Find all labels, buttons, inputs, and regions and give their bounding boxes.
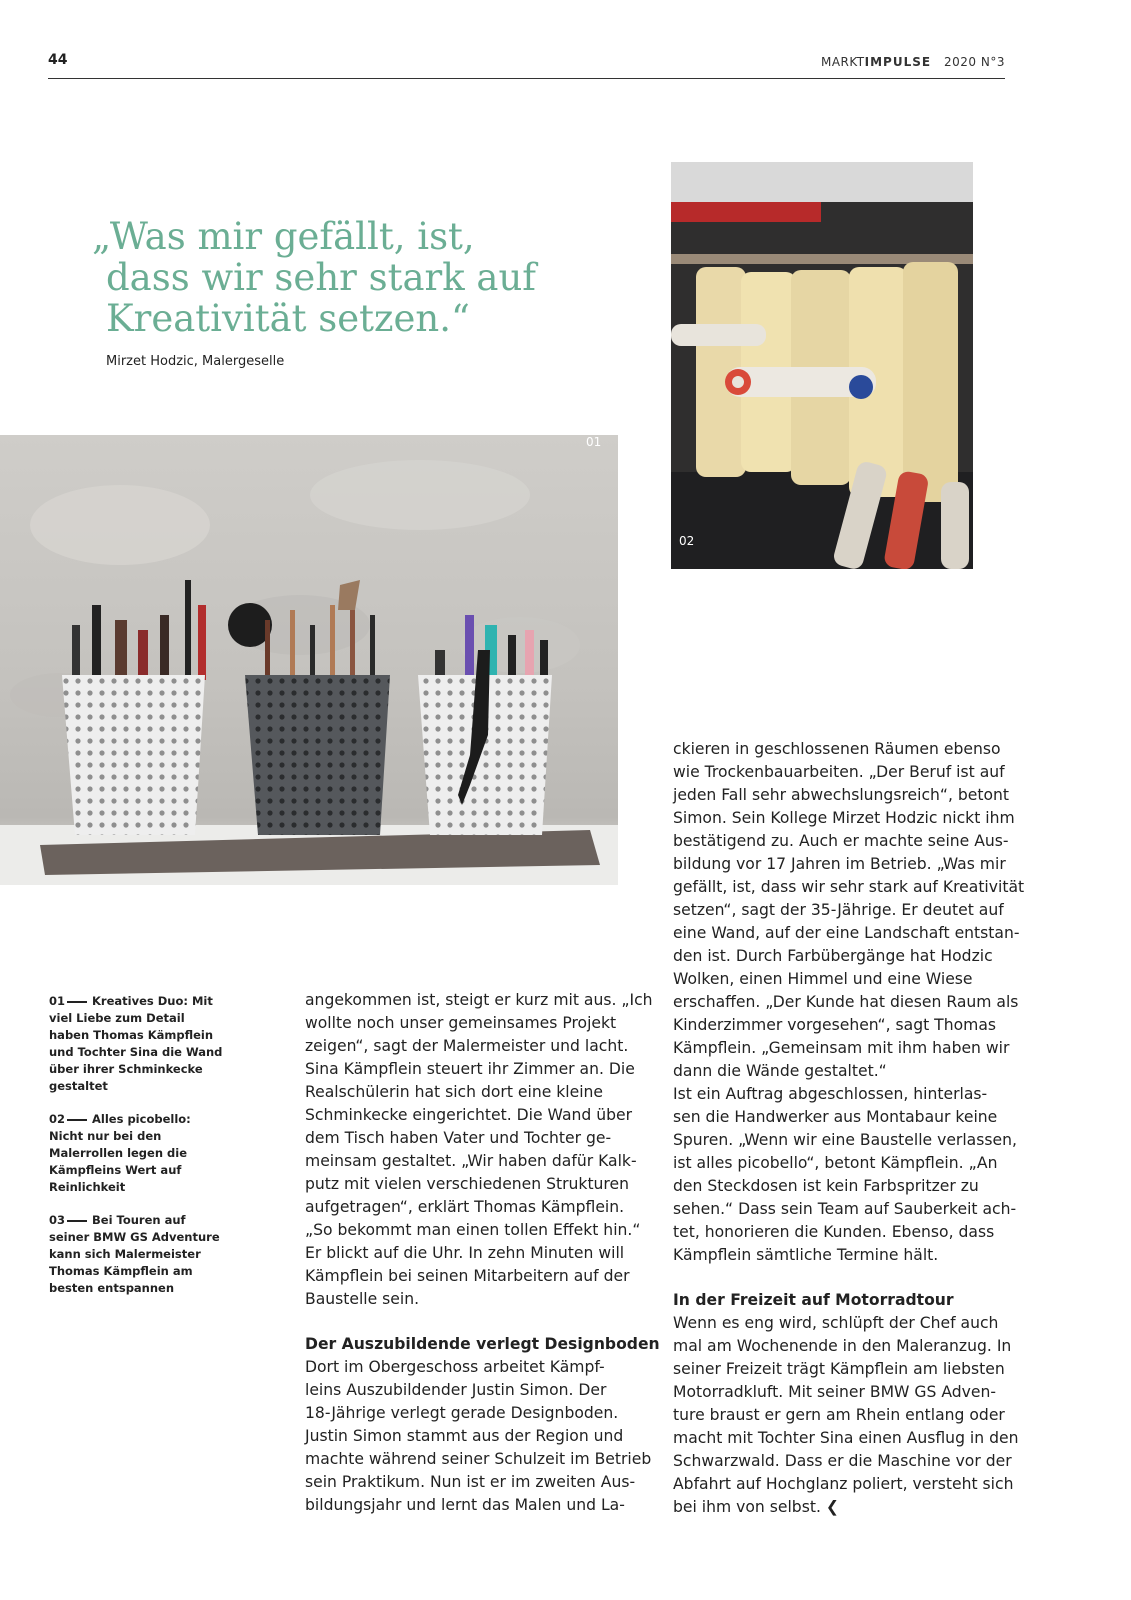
caption-text: Kreatives Duo: Mit viel Liebe zum Detail haben Thomas Kämpflein und Tochter Sina die Wand über ihrer Schminkecke gestaltet — [49, 994, 223, 1093]
caption-number: 01 — [49, 994, 66, 1008]
text-line: Spuren. „Wenn wir eine Baustelle verlassen, — [673, 1131, 1017, 1149]
issue-label: 2020 N°3 — [944, 55, 1005, 69]
text-line: bildungsjahr und lernt das Malen und La- — [305, 1496, 625, 1514]
text-line: Baustelle sein. — [305, 1290, 420, 1308]
text-line: machte während seiner Schulzeit im Betrieb — [305, 1450, 652, 1468]
caption-text: Bei Touren auf seiner BMW GS Adventure kann sich Malermeister Thomas Kämpflein am besten entspannen — [49, 1213, 220, 1295]
text-line: ckieren in geschlossenen Räumen ebenso — [673, 740, 1001, 758]
paragraph — [673, 738, 1033, 1083]
text-line: wie Trockenbauarbeiten. „Der Beruf ist auf — [673, 763, 1005, 781]
text-line: dann die Wände gestaltet.“ — [673, 1062, 887, 1080]
text-line: ture braust er gern am Rhein entlang oder — [673, 1406, 1005, 1424]
quote-author: Mirzet Hodzic, Malergeselle — [106, 354, 285, 369]
text-line: aufgetragen“, erklärt Thomas Kämpflein. — [305, 1198, 625, 1216]
text-line: Realschülerin hat sich dort eine kleine — [305, 1083, 604, 1101]
caption-dash — [67, 1001, 87, 1003]
text-line: dem Tisch haben Vater und Tochter ge- — [305, 1129, 612, 1147]
paragraph — [673, 1312, 1033, 1519]
text-line: Justin Simon stammt aus der Region und — [305, 1427, 624, 1445]
pull-quote — [92, 216, 612, 339]
text-line: leins Auszubildender Justin Simon. Der — [305, 1381, 607, 1399]
text-line: Ist ein Auftrag abgeschlossen, hinterlas- — [673, 1085, 988, 1103]
text-line: Motorradkluft. Mit seiner BMW GS Adven- — [673, 1383, 996, 1401]
quote-line: „Was mir gefällt, ist, — [92, 215, 475, 258]
quote-line: Kreativität setzen.“ — [106, 297, 470, 340]
text-line: „So bekommt man einen tollen Effekt hin.“ — [305, 1221, 641, 1239]
article-column-3 — [673, 738, 1033, 1519]
text-line: jeden Fall sehr abwechslungsreich“, betont — [673, 786, 1010, 804]
text-line: bildung vor 17 Jahren im Betrieb. „Was mir — [673, 855, 1006, 873]
text-line: meinsam gestaltet. „Wir haben dafür Kalk- — [305, 1152, 637, 1170]
text-line: Er blickt auf die Uhr. In zehn Minuten will — [305, 1244, 625, 1262]
text-line: 18-Jährige verlegt gerade Designboden. — [305, 1404, 619, 1422]
text-line: Kämpflein. „Gemeinsam mit ihm haben wir — [673, 1039, 1010, 1057]
caption-number: 02 — [49, 1112, 66, 1126]
text-line: Kinderzimmer vorgesehen“, sagt Thomas — [673, 1016, 997, 1034]
caption-text: Alles picobello: Nicht nur bei den Malerrollen legen die Kämpfleins Wert auf Reinlichkeit — [49, 1112, 191, 1194]
magazine-name-light: MARKT — [820, 55, 865, 69]
text-line: ist alles picobello“, betont Kämpflein. „An — [673, 1154, 998, 1172]
header-rule — [48, 78, 1005, 79]
page-number: 44 — [48, 52, 68, 68]
caption-01 — [49, 993, 227, 1095]
text-line: tet, honorieren die Kunden. Ebenso, dass — [673, 1223, 995, 1241]
text-line: bestätigend zu. Auch er machte seine Aus- — [673, 832, 1009, 850]
text-line: Wenn es eng wird, schlüpft der Chef auch — [673, 1314, 999, 1332]
text-line: angekommen ist, steigt er kurz mit aus. „Ich — [305, 991, 653, 1009]
text-line: den ist. Durch Farbübergänge hat Hodzic — [673, 947, 993, 965]
text-line: gefällt, ist, dass wir sehr stark auf Kreativität — [673, 878, 1025, 896]
text-line — [673, 1498, 839, 1516]
subheading: Der Auszubildende verlegt Designboden — [305, 1335, 660, 1353]
article-column-2 — [305, 989, 660, 1517]
text-line: macht mit Tochter Sina einen Ausflug in den — [673, 1429, 1019, 1447]
text-line: eine Wand, auf der eine Landschaft entstan- — [673, 924, 1020, 942]
text-line: Kämpflein bei seinen Mitarbeitern auf der — [305, 1267, 630, 1285]
caption-03 — [49, 1212, 227, 1297]
text-line: Dort im Obergeschoss arbeitet Kämpf- — [305, 1358, 605, 1376]
text-line: Wolken, einen Himmel und eine Wiese — [673, 970, 973, 988]
caption-02 — [49, 1111, 227, 1196]
subheading: In der Freizeit auf Motorradtour — [673, 1291, 954, 1309]
text-line: Kämpflein sämtliche Termine hält. — [673, 1246, 939, 1264]
text-line: putz mit vielen verschiedenen Strukturen — [305, 1175, 629, 1193]
paragraph — [305, 989, 660, 1311]
text-line: sehen.“ Dass sein Team auf Sauberkeit ach- — [673, 1200, 1017, 1218]
text-line: Sina Kämpflein steuert ihr Zimmer an. Die — [305, 1060, 635, 1078]
caption-dash — [67, 1220, 87, 1222]
text-line: Abfahrt auf Hochglanz poliert, versteht sich — [673, 1475, 1014, 1493]
photo-paint-rollers — [671, 162, 973, 569]
text-line: Schminkecke eingerichtet. Die Wand über — [305, 1106, 633, 1124]
caption-number: 03 — [49, 1213, 66, 1227]
text-line: seiner Freizeit trägt Kämpflein am liebsten — [673, 1360, 1005, 1378]
end-mark-icon: ❮ — [825, 1498, 839, 1516]
text-line: mal am Wochenende in den Maleranzug. In — [673, 1337, 1012, 1355]
text-line: sen die Handwerker aus Montabaur keine — [673, 1108, 998, 1126]
text-line: Simon. Sein Kollege Mirzet Hodzic nickt ihm — [673, 809, 1015, 827]
photo-captions — [49, 993, 227, 1313]
figure-number-02: 02 — [679, 534, 695, 548]
text-line: erschaffen. „Der Kunde hat diesen Raum als — [673, 993, 1019, 1011]
text-line: sein Praktikum. Nun ist er im zweiten Aus- — [305, 1473, 636, 1491]
paragraph — [673, 1083, 1033, 1267]
text-line: wollte noch unser gemeinsames Projekt — [305, 1014, 617, 1032]
text-line: den Steckdosen ist kein Farbspritzer zu — [673, 1177, 979, 1195]
last-line-text: bei ihm von selbst. — [673, 1498, 821, 1516]
text-line: setzen“, sagt der 35-Jährige. Er deutet auf — [673, 901, 1004, 919]
text-line: zeigen“, sagt der Malermeister und lacht. — [305, 1037, 629, 1055]
caption-dash — [67, 1119, 87, 1121]
photo-rollers-illustration — [671, 162, 973, 569]
quote-line: dass wir sehr stark auf — [106, 256, 536, 299]
photo-makeup-corner — [0, 435, 618, 885]
figure-number-01: 01 — [586, 435, 602, 449]
magazine-name-bold: IMPULSE — [864, 55, 932, 69]
paragraph — [305, 1356, 660, 1517]
magazine-masthead — [821, 55, 1005, 69]
photo-makeup-illustration — [0, 435, 618, 885]
text-line: Schwarzwald. Dass er die Maschine vor der — [673, 1452, 1012, 1470]
